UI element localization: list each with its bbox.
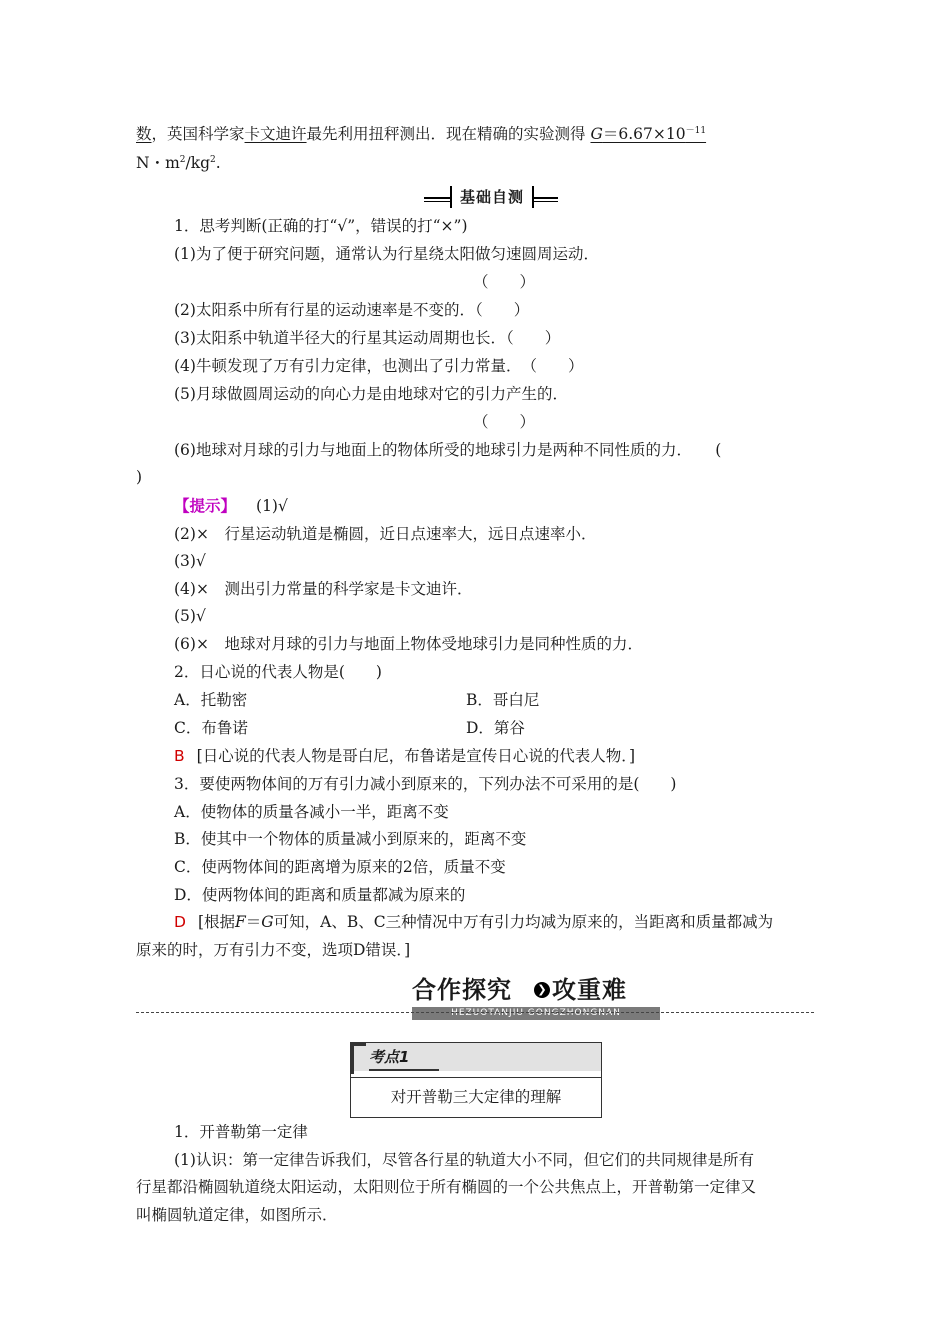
q1-item-6-close: ) <box>136 468 143 486</box>
banner-title-right: 攻重难 <box>552 976 627 1004</box>
section-badge-label: 基础自测 <box>450 186 534 208</box>
q2-option-d: D．第谷 <box>466 719 525 737</box>
q2-answer: B <box>174 747 185 765</box>
q1-item-5: (5)月球做圆周运动的向心力是由地球对它的引力产生的． <box>174 385 568 403</box>
intro-line-2: N・$m^2/kg^2$. <box>136 154 221 172</box>
q3-option-b: B．使其中一个物体的质量减小到原来的，距离不变 <box>174 830 527 848</box>
kepler-paragraph-line-2: 行星都沿椭圆轨道绕太阳运动，太阳则位于所有椭圆的一个公共焦点上，开普勒第一定律又 <box>136 1178 757 1196</box>
kepler-paragraph-line-1: (1)认识：第一定律告诉我们，尽管各行星的轨道大小不同，但它们的共同规律是所有 <box>174 1151 754 1169</box>
q1-item-3: (3)太阳系中轨道半径大的行星其运动周期也长．（ ） <box>174 329 561 347</box>
cavendish-underlined: 卡文迪许 <box>244 125 307 143</box>
section-banner <box>412 975 660 1021</box>
q3-option-a: A．使物体的质量各减小一半，距离不变 <box>174 803 449 821</box>
q1-item-6: (6)地球对月球的引力与地面上的物体所受的地球引力是两种不同性质的力． ( <box>174 441 722 459</box>
q1-item-1: (1)为了便于研究问题，通常认为行星绕太阳做匀速圆周运动． <box>174 245 599 263</box>
kepler-heading: 1．开普勒第一定律 <box>174 1123 308 1141</box>
kaodian-box <box>350 1042 602 1118</box>
intro-underlined-word: 数 <box>136 125 152 143</box>
kaodian-tag: 考点1 <box>369 1048 410 1066</box>
q1-blank-1: （ ） <box>473 273 536 291</box>
hint-line-6: (6)× 地球对月球的引力与地面上物体受地球引力是同种性质的力． <box>174 635 643 653</box>
q3-option-c: C．使两物体间的距离增为原来的2倍，质量不变 <box>174 858 506 876</box>
hint-line-3: (3)√ <box>174 552 206 570</box>
q1-blank-5: （ ） <box>473 413 536 431</box>
kepler-paragraph-line-3: 叫椭圆轨道定律，如图所示． <box>136 1206 338 1224</box>
q2-option-c: C．布鲁诺 <box>174 719 248 737</box>
q1-stem: 1．思考判断(正确的打“√”，错误的打“×”) <box>174 217 468 235</box>
q2-answer-line: B [日心说的代表人物是哥白尼，布鲁诺是宣传日心说的代表人物．] <box>174 747 635 765</box>
q1-item-4: (4)牛顿发现了万有引力定律，也测出了引力常量． （ ） <box>174 357 584 375</box>
q3-answer: D <box>174 913 186 931</box>
hint-line-1: 【提示】 (1)√ <box>174 497 288 515</box>
q3-option-d: D．使两物体间的距离和质量都减为原来的 <box>174 886 466 904</box>
q2-option-b: B．哥白尼 <box>466 691 540 709</box>
q1-item-2: (2)太阳系中所有行星的运动速率是不变的．（ ） <box>174 301 530 319</box>
chevron-right-icon: ❯ <box>534 982 550 998</box>
kaodian-title: 对开普勒三大定律的理解 <box>390 1088 562 1106</box>
hint-label: 【提示】 <box>174 497 237 515</box>
section-divider <box>136 1012 814 1013</box>
banner-title-left: 合作探究 <box>412 976 512 1004</box>
hint-line-2: (2)× 行星运动轨道是椭圆，近日点速率大，远日点速率小． <box>174 525 597 543</box>
q3-stem: 3．要使两物体间的万有引力减小到原来的，下列办法不可采用的是( ) <box>174 775 677 793</box>
q3-answer-line: D [根据F＝G可知，A、B、C三种情况中万有引力均减为原来的，当距离和质量都减为 <box>174 913 774 931</box>
intro-line-1: 数，英国科学家卡文迪许最先利用扭秤测出．现在精确的实验测得 $G=6.67\times 10^{-11}$ <box>136 125 707 143</box>
hint-line-4: (4)× 测出引力常量的科学家是卡文迪许． <box>174 580 473 598</box>
q2-option-a: A．托勒密 <box>174 691 248 709</box>
q3-explain-line-2: 原来的时，万有引力不变，选项D错误．] <box>136 941 411 959</box>
banner-pinyin: HEZUOTANJIU GONGZHONGNAN <box>412 1007 660 1020</box>
q2-stem: 2．日心说的代表人物是( ) <box>174 663 382 681</box>
section-badge <box>424 186 558 208</box>
hint-line-5: (5)√ <box>174 607 206 625</box>
